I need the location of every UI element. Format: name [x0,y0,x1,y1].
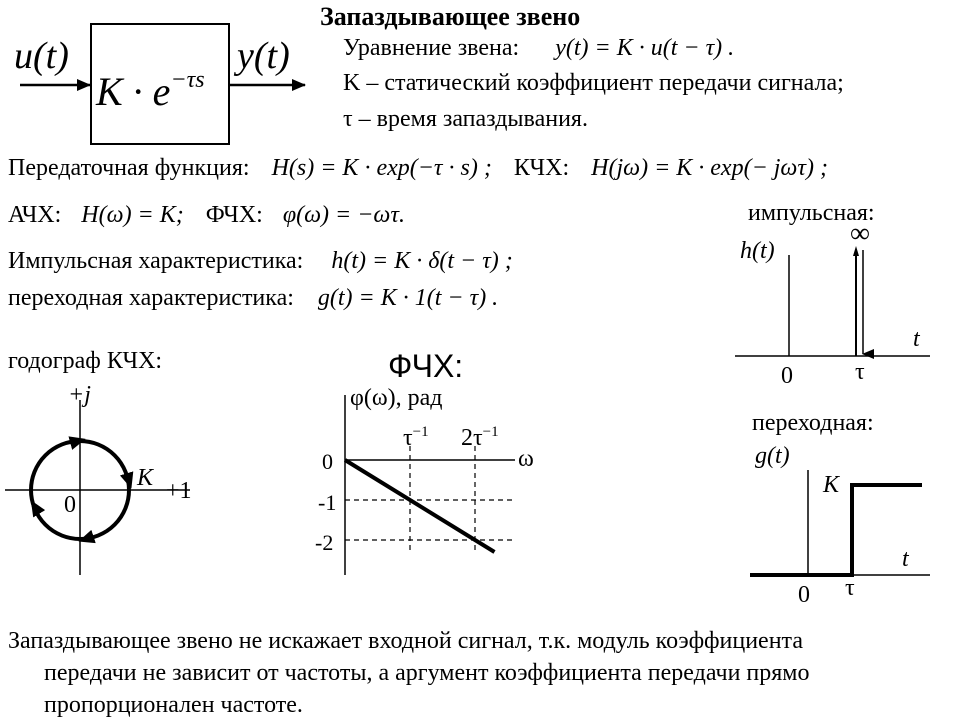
phase-plot-title: ФЧХ: [388,348,464,384]
page-title: Запаздывающее звено [320,2,581,31]
step-char-label: переходная характеристика: [8,285,294,311]
input-signal-label: u(t) [14,35,69,77]
tick-tau-base: τ [403,425,413,451]
fch-formula: φ(ω) = −ωτ. [282,202,405,228]
impulse-tau: τ [855,359,865,385]
kchx-formula: H(jω) = K · exp(− jωτ) ; [591,155,828,181]
output-signal-label: y(t) [237,35,290,77]
block-transfer-function [96,68,205,115]
phase-ytick-0: 0 [322,449,333,474]
impulse-t-label: t [913,326,920,352]
tf-exponent: −τs [170,66,205,93]
tick-2tau-base: 2τ [461,425,483,451]
tick-tau-sup: −1 [412,424,429,440]
transfer-label: Передаточная функция: [8,155,250,181]
impulse-infinity: ∞ [850,218,870,249]
phase-ytick-2: -2 [315,530,334,555]
ach-line [8,202,405,229]
step-char-formula: g(t) = K · 1(t − τ) . [317,285,499,311]
hodograph-title: годограф КЧХ: [8,348,163,374]
step-k-label: K [823,472,840,498]
step-plot-title: переходная: [752,410,874,436]
conclusion-line-1: Запаздывающее звено не искажает входной сигнал, т.к. модуль коэффициента [8,628,803,654]
conclusion-line-3: пропорционален частоте. [44,692,303,718]
step-zero: 0 [798,582,810,608]
phase-tick-2tau-inv [461,424,499,452]
conclusion-line-2: передачи не зависит от частоты, а аргумент коэффициента передачи прямо [44,660,810,686]
tf-k: K · e [96,69,171,114]
ach-label: АЧХ: [8,202,62,228]
phase-xlabel: ω [518,446,534,472]
phase-ytick-1: -1 [318,490,337,515]
equation-line [343,35,734,62]
kchx-label: КЧХ: [513,155,570,181]
impulse-char-label: Импульсная характеристика: [8,248,304,274]
hodograph-origin: 0 [64,492,76,518]
equation-formula: y(t) = K · u(t − τ) . [555,35,735,61]
step-ylabel: g(t) [755,443,790,469]
fch-label: ФЧХ: [205,202,263,228]
hodograph-k-label: K [137,465,154,491]
impulse-ylabel: h(t) [740,238,775,264]
impulse-char-line [8,248,513,275]
transfer-formula: H(s) = K · exp(−τ · s) ; [271,155,492,181]
phase-series-line [345,460,495,552]
impulse-plot-title: импульсная: [748,200,875,226]
transfer-function-line [8,155,828,182]
ach-formula: H(ω) = K; [81,202,184,228]
impulse-char-formula: h(t) = K · δ(t − τ) ; [331,248,513,274]
equation-label: Уравнение звена: [343,35,520,61]
impulse-zero: 0 [781,363,793,389]
step-char-line [8,285,498,312]
hodograph-plus-one: +1 [166,478,192,504]
phase-tick-tau-inv [403,424,429,452]
tau-definition: τ – время запаздывания. [343,106,588,132]
phase-plot-ylabel: φ(ω), рад [350,385,443,411]
k-definition: K – статический коэффициент передачи сигнала; [343,70,844,96]
hodograph-plus-j: +j [68,382,91,408]
step-tau: τ [845,575,855,601]
tick-2tau-sup: −1 [482,424,499,440]
step-t-label: t [902,546,909,572]
